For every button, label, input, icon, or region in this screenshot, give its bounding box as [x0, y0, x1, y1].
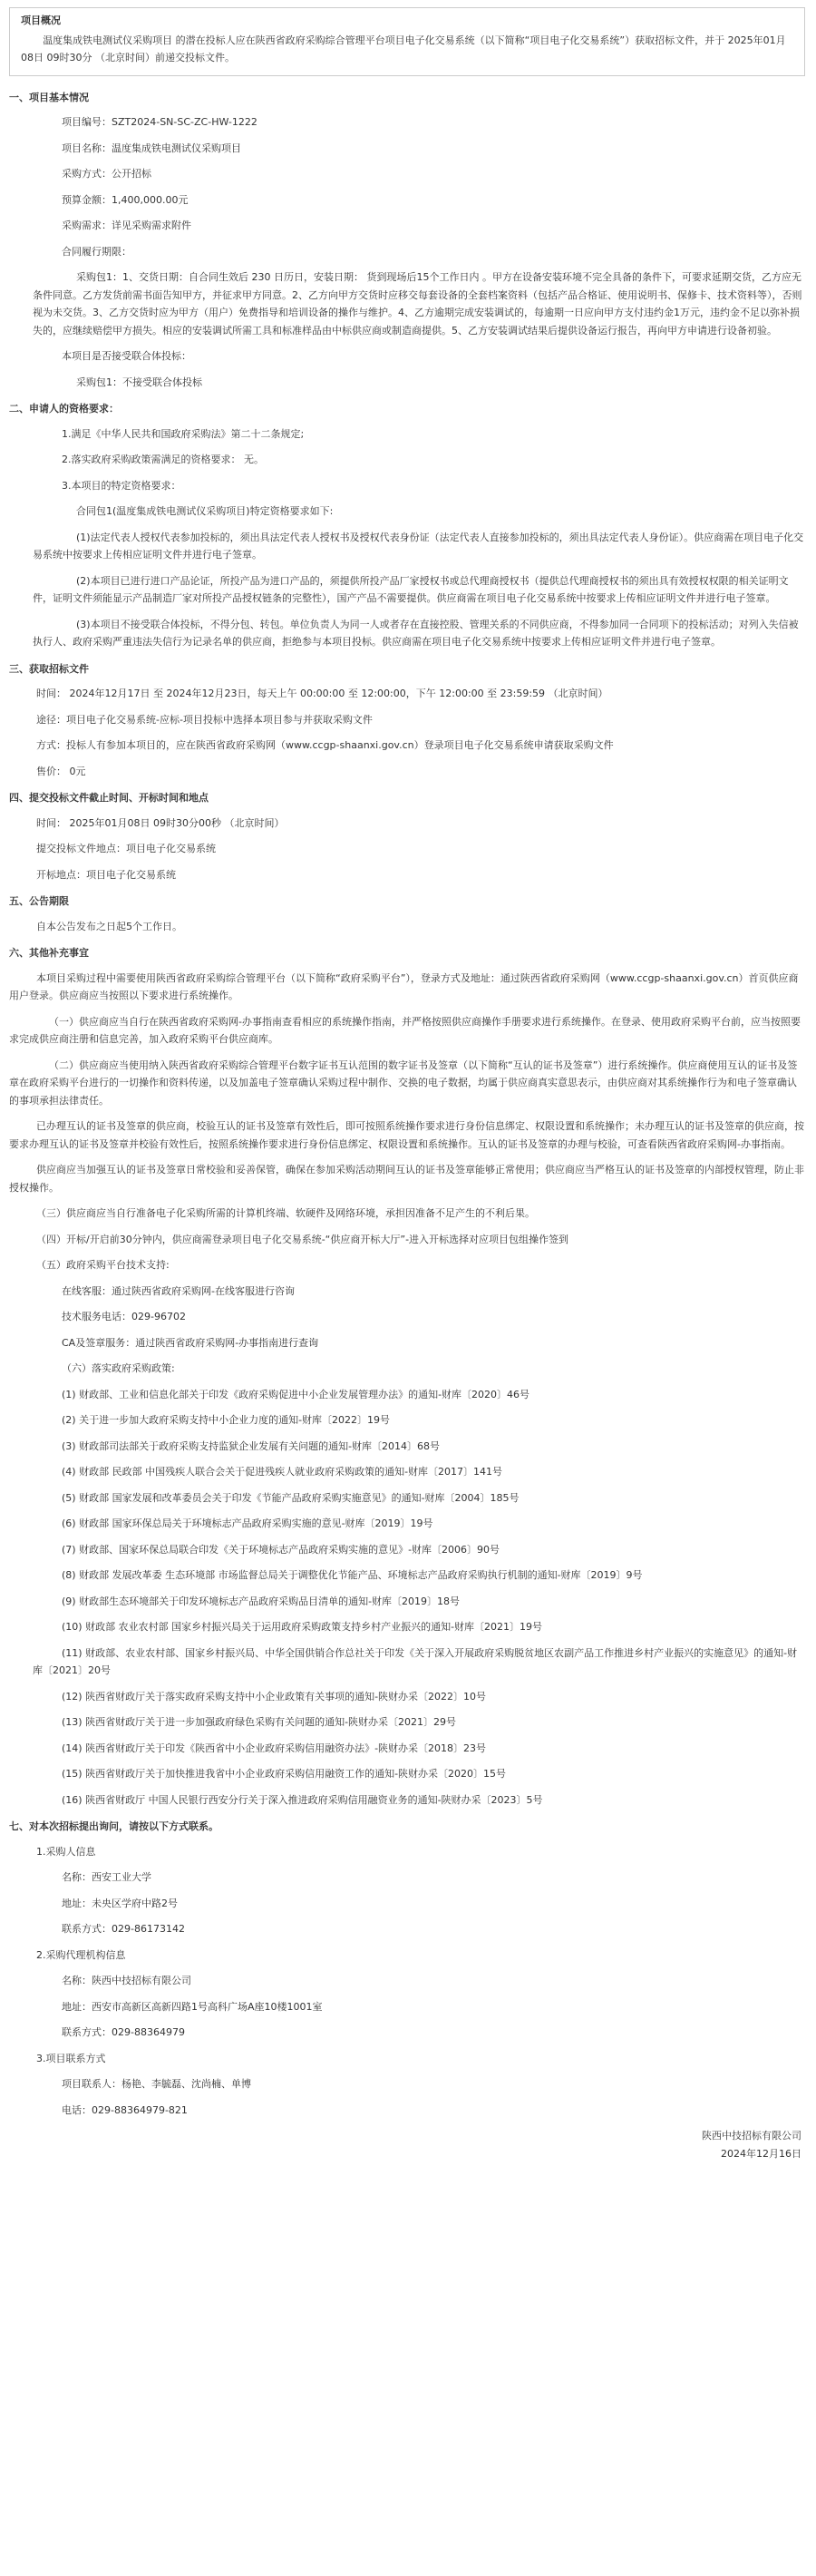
buyer-info-title: 1.采购人信息: [36, 1845, 96, 1858]
project-overview-box: [9, 7, 805, 76]
policy-item: (2) 关于进一步加大政府采购支持中小企业力度的通知-财库〔2022〕19号: [62, 1414, 391, 1426]
section-title: 三、获取招标文件: [9, 662, 89, 675]
section-basic-info: [9, 89, 805, 392]
notice-period-text: 自本公告发布之日起5个工作日。: [36, 920, 182, 932]
policy-item: (11) 财政部、农业农村部、国家乡村振兴局、中华全国供销合作总社关于印发《关于深入开展政府采购脱贫地区农副产品工作推进乡村产业振兴的实施意见》的通知-财库〔2021〕20号: [33, 1646, 798, 1676]
section-title: 七、对本次招标提出询问，请按以下方式联系。: [9, 1820, 219, 1832]
procurement-method: 采购方式：公开招标: [62, 168, 151, 180]
section-qualification: [9, 400, 805, 651]
contract-term-label: 合同履行期限：: [62, 245, 131, 258]
policy-item: (16) 陕西省财政厅 中国人民银行西安分行关于深入推进政府采购信用融资业务的通知-陕财办采〔2023〕5号: [62, 1793, 543, 1806]
other-paragraph: 本项目采购过程中需要使用陕西省政府采购综合管理平台（以下简称“政府采购平台”），登录方式及地址：通过陕西省政府采购网（www.ccgp-shaanxi.gov.cn）首页供应商用户登录。供应商应当按照以下要求进行系统操作。: [9, 971, 799, 1001]
section-other-matters: [9, 944, 805, 1809]
policy-item: (7) 财政部、国家环保总局联合印发《关于环境标志产品政府采购实施的意见》-财库〔2006〕90号: [62, 1543, 500, 1556]
open-place: 开标地点：项目电子化交易系统: [36, 868, 176, 881]
obtain-time: 时间： 2024年12月17日 至 2024年12月23日，每天上午 00:00:00 至 12:00:00，下午 12:00:00 至 23:59:59 （北京时间）: [36, 688, 608, 699]
agent-address: 地址：西安市高新区高新四路1号高科广场A座10楼1001室: [62, 2000, 323, 2013]
policy-item: (6) 财政部 国家环保总局关于环境标志产品政府采购实施的意见-财库〔2019〕19号: [62, 1517, 433, 1529]
overview-title: 项目概况: [21, 15, 61, 26]
obtain-channel: 途径：项目电子化交易系统-应标-项目投标中选择本项目参与并获取采购文件: [36, 713, 373, 726]
other-paragraph: （四）开标/开启前30分钟内，供应商需登录项目电子化交易系统-“供应商开标大厅”-进入开标选择对应项目包组操作签到: [36, 1233, 569, 1245]
agent-name: 名称：陕西中技招标有限公司: [62, 1975, 191, 1986]
section-notice-period: [9, 893, 805, 935]
contact-title: 3.项目联系方式: [36, 2052, 106, 2064]
other-paragraph: （二）供应商应当使用纳入陕西省政府采购综合管理平台数字证书互认范围的数字证书及签章（以下简称“互认的证书及签章”）进行系统操作。供应商使用互认的证书及签章在政府采购平台进行的一切操作和资料传递，以及加盖电子签章确认采购过程中制作、交换的电子数据，均属于供应商真实意思表示，由供应商对其系统操作行为和电子签章确认的事项承担法律责任。: [9, 1059, 798, 1107]
support-ca: CA及签章服务：通过陕西省政府采购网-办事指南进行查询: [62, 1336, 319, 1349]
agent-phone: 联系方式：029-88364979: [62, 2026, 185, 2038]
other-paragraph: （一）供应商应当自行在陕西省政府采购网-办事指南查看相应的系统操作指南，并严格按照供应商操作手册要求进行系统操作。在登录、使用政府采购平台前，应当按照要求完成供应商注册和信息完善，加入政府采购平台供应商库。: [9, 1015, 801, 1045]
signature-date: 2024年12月16日: [721, 2148, 801, 2160]
special-requirement-item: (1)法定代表人授权代表参加投标的，须出具法定代表人授权书及授权代表身份证（法定代表人直接参加投标的，须出具法定代表人身份证）。供应商需在项目电子化交易系统中按要求上传相应证明文件并进行电子签章。: [33, 531, 804, 561]
qualification-item: 2.落实政府采购政策需满足的资格要求： 无。: [62, 454, 264, 465]
procurement-requirement: 采购需求：详见采购需求附件: [62, 220, 191, 231]
support-phone: 技术服务电话：029-96702: [62, 1311, 186, 1322]
policy-item: (8) 财政部 发展改革委 生态环境部 市场监督总局关于调整优化节能产品、环境标志产品政府采购执行机制的通知-财库〔2019〕9号: [62, 1569, 643, 1581]
contact-phone: 电话：029-88364979-821: [62, 2103, 188, 2116]
buyer-address: 地址：未央区学府中路2号: [62, 1897, 178, 1909]
other-paragraph: （三）供应商应当自行准备电子化采购所需的计算机终端、软硬件及网络环境，承担因准备不足产生的不利后果。: [36, 1207, 535, 1219]
document-price: 售价： 0元: [36, 765, 86, 777]
qualification-item: 1.满足《中华人民共和国政府采购法》第二十二条规定;: [62, 427, 305, 440]
section-title: 六、其他补充事宜: [9, 947, 89, 959]
policy-item: (10) 财政部 农业农村部 国家乡村振兴局关于运用政府采购政策支持乡村产业振兴的通知-财库〔2021〕19号: [62, 1621, 543, 1633]
policy-heading: （六）落实政府采购政策:: [62, 1362, 175, 1374]
policy-item: (12) 陕西省财政厅关于落实政府采购支持中小企业政策有关事项的通知-陕财办采〔2022〕10号: [62, 1690, 487, 1703]
policy-item: (1) 财政部、工业和信息化部关于印发《政府采购促进中小企业发展管理办法》的通知-财库〔2020〕46号: [62, 1388, 530, 1400]
section-deadline: [9, 789, 805, 883]
contact-people: 项目联系人：杨艳、李毓磊、沈尚楠、单博: [62, 2078, 251, 2090]
consortium-label: 本项目是否接受联合体投标：: [62, 350, 191, 362]
buyer-name: 名称：西安工业大学: [62, 1871, 151, 1883]
section-contact: [9, 1818, 805, 2119]
buyer-phone: 联系方式：029-86173142: [62, 1923, 185, 1935]
other-paragraph: （五）政府采购平台技术支持:: [36, 1259, 170, 1271]
support-online: 在线客服：通过陕西省政府采购网-在线客服进行咨询: [62, 1284, 295, 1297]
policy-item: (9) 财政部生态环境部关于印发环境标志产品政府采购品目清单的通知-财库〔2019〕18号: [62, 1595, 461, 1607]
policy-item: (13) 陕西省财政厅关于进一步加强政府绿色采购有关问题的通知-陕财办采〔2021〕29号: [62, 1716, 457, 1728]
section-title: 四、提交投标文件截止时间、开标时间和地点: [9, 792, 209, 804]
section-title: 五、公告期限: [9, 895, 69, 907]
signature-org: 陕西中技招标有限公司: [702, 2130, 801, 2142]
policy-item: (15) 陕西省财政厅关于加快推进我省中小企业政府采购信用融资工作的通知-陕财办采〔2020〕15号: [62, 1768, 507, 1780]
policy-list: [9, 1386, 805, 1810]
policy-item: (4) 财政部 民政部 中国残疾人联合会关于促进残疾人就业政府采购政策的通知-财库〔2017〕141号: [62, 1466, 503, 1478]
project-number: 项目编号：SZT2024-SN-SC-ZC-HW-1222: [62, 116, 257, 128]
package1-consortium: 采购包1：不接受联合体投标: [76, 376, 202, 388]
announcement-page: [9, 7, 805, 2163]
special-requirement-intro: 合同包1(温度集成铁电测试仪采购项目)特定资格要求如下:: [76, 505, 334, 517]
section-title: 二、申请人的资格要求：: [9, 403, 119, 415]
budget-amount: 预算金额：1,400,000.00元: [62, 193, 189, 206]
policy-item: (5) 财政部 国家发展和改革委员会关于印发《节能产品政府采购实施意见》的通知-财库〔2004〕185号: [62, 1491, 520, 1504]
qualification-item: 3.本项目的特定资格要求：: [62, 479, 181, 492]
obtain-method: 方式：投标人有参加本项目的，应在陕西省政府采购网（www.ccgp-shaanxi.gov.cn）登录项目电子化交易系统申请获取采购文件: [36, 739, 614, 751]
other-paragraph: 供应商应当加强互认的证书及签章日常校验和妥善保管，确保在参加采购活动期间互认的证书及签章能够正常使用；供应商应当严格互认的证书及签章的内部授权管理，防止非授权操作。: [9, 1164, 804, 1194]
signature-block: [9, 2127, 805, 2163]
special-requirement-item: (3)本项目不接受联合体投标，不得分包、转包。单位负责人为同一人或者存在直接控股、管理关系的不同供应商，不得参加同一合同项下的投标活动；对列入失信被执行人、政府采购严重违法失信行为记录名单的供应商，拒绝参与本项目投标。供应商需在项目电子化交易系统中按要求上传相应证明文件并进行电子签章。: [33, 618, 799, 648]
agent-info-title: 2.采购代理机构信息: [36, 1948, 126, 1961]
section-title: 一、项目基本情况: [9, 91, 89, 103]
policy-item: (3) 财政部司法部关于政府采购支持监狱企业发展有关问题的通知-财库〔2014〕68号: [62, 1439, 441, 1452]
section-obtain-documents: [9, 660, 805, 781]
project-name: 项目名称：温度集成铁电测试仪采购项目: [62, 141, 241, 154]
overview-text: 温度集成铁电测试仪采购项目 的潜在投标人应在陕西省政府采购综合管理平台项目电子化交易系统（以下简称“项目电子化交易系统”）获取招标文件，并于 2025年01月08日 09时30分 （北京时间）前递交投标文件。: [21, 34, 786, 63]
submit-place: 提交投标文件地点：项目电子化交易系统: [36, 843, 216, 854]
policy-item: (14) 陕西省财政厅关于印发《陕西省中小企业政府采购信用融资办法》-陕财办采〔2018〕23号: [62, 1742, 487, 1754]
package1-delivery: 采购包1：1、交货日期：自合同生效后 230 日历日，安装日期： 货到现场后15个工作日内 。甲方在设备安装环境不完全具备的条件下，可要求延期交货，乙方应无条件同意。乙方发货前需书面告知甲方，并征求甲方同意。2、乙方向甲方交货时应移交每套设备的全套档案资料（包括产品合格证、使用说明书、保修卡、技术资料等），否则视为未交货。3、乙方交货时应为甲方（用户）免费指导和培训设备的操作与维护。4、乙方逾期完成安装调试的，每逾期一日应向甲方支付违约金1万元，违约金不足以弥补损失的，应继续赔偿甲方损失。相应的安装调试所需工具和标准样品由中标供应商或制造商提供。5、乙方安装调试结果后提供设备运行报告，再向甲方申请进行设备初验。: [33, 271, 802, 337]
deadline-time: 时间： 2025年01月08日 09时30分00秒 （北京时间）: [36, 816, 285, 829]
other-paragraph: 已办理互认的证书及签章的供应商，校验互认的证书及签章有效性后，即可按照系统操作要求进行身份信息绑定、权限设置和系统操作；未办理互认的证书及签章的供应商，按要求办理互认的证书及签章并校验有效性后，按照系统操作要求进行身份信息绑定、权限设置和系统操作。互认的证书及签章的办理与校验，可查看陕西省政府采购网-办事指南。: [9, 1120, 804, 1150]
special-requirement-item: (2)本项目已进行进口产品论证，所投产品为进口产品的，须提供所投产品厂家授权书或总代理商授权书（提供总代理商授权书的须出具有效授权权限的相关证明文件，证明文件须能显示产品制造厂家对所投产品授权链条的完整性），国产产品不需要提供。供应商需在项目电子化交易系统中按要求上传相应证明文件并进行电子签章。: [33, 574, 789, 604]
